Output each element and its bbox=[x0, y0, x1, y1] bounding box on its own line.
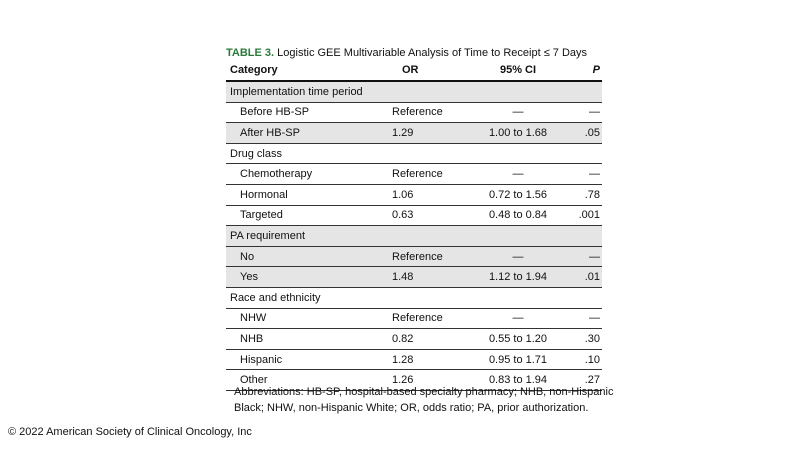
cell-ci: 1.12 to 1.94 bbox=[488, 271, 548, 284]
cell-ci: — bbox=[512, 168, 524, 181]
table-row bbox=[226, 267, 602, 288]
table-body bbox=[226, 82, 602, 391]
table-label: TABLE 3. bbox=[226, 47, 275, 59]
table-header bbox=[226, 60, 602, 82]
cell-ci: 0.83 to 1.94 bbox=[488, 374, 548, 387]
cell-category: Other bbox=[240, 374, 268, 387]
cell-category: Implementation time period bbox=[230, 85, 363, 98]
table-row bbox=[226, 350, 602, 371]
cell-category: Chemotherapy bbox=[240, 168, 313, 181]
cell-category: After HB-SP bbox=[240, 126, 300, 139]
cell-p: .78 bbox=[584, 188, 600, 201]
cell-category: No bbox=[240, 250, 255, 263]
header-category: Category bbox=[230, 64, 278, 76]
cell-ci: — bbox=[512, 312, 524, 325]
cell-ci: 0.72 to 1.56 bbox=[488, 188, 548, 201]
cell-ci: — bbox=[512, 106, 524, 119]
cell-ci: 0.48 to 0.84 bbox=[488, 209, 548, 222]
cell-ci: 0.95 to 1.71 bbox=[488, 353, 548, 366]
table-row bbox=[226, 309, 602, 330]
cell-category: PA requirement bbox=[230, 229, 306, 242]
cell-p: — bbox=[589, 106, 600, 119]
cell-category: Before HB-SP bbox=[240, 106, 310, 119]
table-row bbox=[226, 185, 602, 206]
group-row bbox=[226, 226, 602, 247]
table-title: Logistic GEE Multivariable Analysis of Time to Receipt ≤ 7 Days bbox=[277, 47, 588, 59]
cell-ci: 1.00 to 1.68 bbox=[488, 126, 548, 139]
header-p: P bbox=[592, 64, 600, 76]
cell-category: Drug class bbox=[230, 147, 282, 160]
cell-p: .10 bbox=[584, 353, 600, 366]
cell-or: 1.28 bbox=[392, 353, 414, 366]
group-row bbox=[226, 288, 602, 309]
cell-ci: — bbox=[512, 250, 524, 263]
cell-p: — bbox=[589, 250, 600, 263]
group-row bbox=[226, 144, 602, 165]
cell-p: .001 bbox=[578, 209, 600, 222]
table-caption bbox=[226, 46, 602, 60]
cell-category: Hispanic bbox=[240, 353, 283, 366]
cell-or: Reference bbox=[392, 106, 443, 119]
cell-or: 0.63 bbox=[392, 209, 414, 222]
cell-or: 0.82 bbox=[392, 332, 414, 345]
copyright-notice: © 2022 American Society of Clinical Oncology, Inc bbox=[8, 426, 252, 438]
table-row bbox=[226, 329, 602, 350]
cell-p: .27 bbox=[584, 374, 600, 387]
table-row bbox=[226, 103, 602, 124]
cell-category: Hormonal bbox=[240, 188, 288, 201]
cell-or: 1.29 bbox=[392, 126, 414, 139]
cell-category: NHB bbox=[240, 332, 264, 345]
header-ci: 95% CI bbox=[499, 64, 537, 76]
table-row bbox=[226, 123, 602, 144]
cell-category: Race and ethnicity bbox=[230, 291, 321, 304]
cell-p: — bbox=[589, 168, 600, 181]
table-row bbox=[226, 247, 602, 268]
cell-or: Reference bbox=[392, 168, 443, 181]
cell-or: 1.06 bbox=[392, 188, 414, 201]
group-row bbox=[226, 82, 602, 103]
cell-or: 1.48 bbox=[392, 271, 414, 284]
cell-category: Targeted bbox=[240, 209, 283, 222]
cell-category: Yes bbox=[240, 271, 258, 284]
cell-category: NHW bbox=[240, 312, 267, 325]
cell-p: .01 bbox=[584, 271, 600, 284]
table-row bbox=[226, 164, 602, 185]
cell-p: .05 bbox=[584, 126, 600, 139]
cell-or: 1.26 bbox=[392, 374, 414, 387]
cell-ci: 0.55 to 1.20 bbox=[488, 332, 548, 345]
cell-or: Reference bbox=[392, 312, 443, 325]
table-row bbox=[226, 206, 602, 227]
cell-or: Reference bbox=[392, 250, 443, 263]
abbreviations-note: Abbreviations: HB-SP, hospital-based specialty pharmacy; NHB, non-Hispanic Black; NHW, non-Hispanic White; OR, odds ratio; PA, prior authorization. bbox=[234, 386, 614, 414]
table-3 bbox=[226, 46, 602, 391]
header-or: OR bbox=[402, 64, 419, 76]
cell-p: — bbox=[589, 312, 600, 325]
cell-p: .30 bbox=[584, 332, 600, 345]
